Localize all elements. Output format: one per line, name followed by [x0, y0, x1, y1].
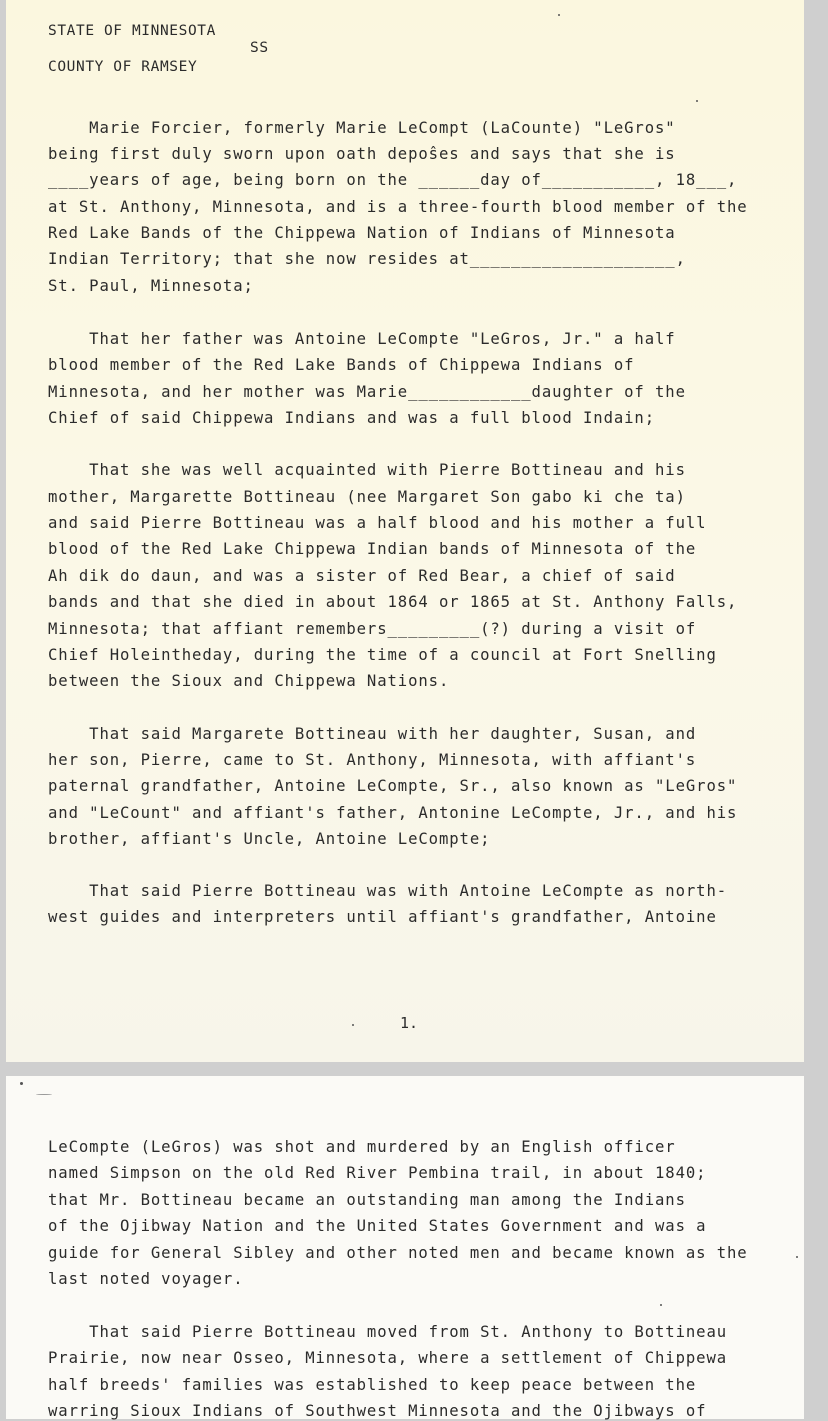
text-line: Indian Territory; that she now resides at____________________, [48, 250, 686, 268]
text-line: St. Paul, Minnesota; [48, 277, 254, 295]
page-number: 1. [400, 1014, 419, 1032]
scan-speck [660, 1304, 662, 1306]
text-line: Prairie, now near Osseo, Minnesota, where a settlement of Chippewa [48, 1349, 728, 1367]
text-line: Chief of said Chippewa Indians and was a full blood Indain; [48, 409, 656, 427]
text-line: of the Ojibway Nation and the United States Government and was a [48, 1217, 707, 1235]
text-line: that Mr. Bottineau became an outstanding man among the Indians [48, 1191, 686, 1209]
text-line: and "LeCount" and affiant's father, Antonine LeCompte, Jr., and his [48, 804, 738, 822]
text-line: Minnesota; that affiant remembers_________(?) during a visit of [48, 620, 697, 638]
text-line: named Simpson on the old Red River Pembina trail, in about 1840; [48, 1164, 707, 1182]
text-line: bands and that she died in about 1864 or 1865 at St. Anthony Falls, [48, 593, 738, 611]
header-county: COUNTY OF RAMSEY [48, 59, 198, 75]
text-line: That said Pierre Bottineau moved from St. Anthony to Bottineau [48, 1323, 728, 1341]
text-line: between the Sioux and Chippewa Nations. [48, 672, 450, 690]
text-line: her son, Pierre, came to St. Anthony, Minnesota, with affiant's [48, 751, 697, 769]
scan-speck [696, 100, 698, 102]
text-line: brother, affiant's Uncle, Antoine LeCompte; [48, 830, 491, 848]
text-line: blood member of the Red Lake Bands of Chippewa Indians of [48, 356, 635, 374]
header-ss: SS [250, 40, 269, 56]
text-line: being first duly sworn upon oath depoŝes and says that she is [48, 145, 676, 163]
text-line: warring Sioux Indians of Southwest Minnesota and the Ojibways of [48, 1402, 707, 1420]
text-line: at St. Anthony, Minnesota, and is a three-fourth blood member of the [48, 198, 748, 216]
document-page-1 [6, 0, 804, 1062]
text-line: Minnesota, and her mother was Marie____________daughter of the [48, 383, 686, 401]
text-line: mother, Margarette Bottineau (nee Margaret Son gabo ki che ta) [48, 488, 686, 506]
text-line: LeCompte (LeGros) was shot and murdered by an English officer [48, 1138, 676, 1156]
text-line: Chief Holeintheday, during the time of a council at Fort Snelling [48, 646, 717, 664]
text-line: blood of the Red Lake Chippewa Indian bands of Minnesota of the [48, 540, 697, 558]
scan-speck [558, 14, 560, 16]
text-line: That she was well acquainted with Pierre Bottineau and his [48, 461, 686, 479]
text-line: ____years of age, being born on the ______day of___________, 18___, [48, 171, 738, 189]
text-line: half breeds' families was established to keep peace between the [48, 1376, 697, 1394]
scan-mark [36, 1094, 52, 1095]
text-line: Red Lake Bands of the Chippewa Nation of Indians of Minnesota [48, 224, 676, 242]
text-line: That said Pierre Bottineau was with Antoine LeCompte as north- [48, 882, 728, 900]
text-line: That her father was Antoine LeCompte "LeGros, Jr." a half [48, 330, 676, 348]
scan-speck [352, 1024, 354, 1026]
text-line: last noted voyager. [48, 1270, 244, 1288]
text-line: west guides and interpreters until affiant's grandfather, Antoine [48, 908, 717, 926]
text-line: Marie Forcier, formerly Marie LeCompt (LaCounte) "LeGros" [48, 119, 676, 137]
document-page-2 [6, 1076, 804, 1419]
text-line: guide for General Sibley and other noted men and became known as the [48, 1244, 748, 1262]
scan-speck [796, 1256, 798, 1258]
text-line: paternal grandfather, Antoine LeCompte, Sr., also known as "LeGros" [48, 777, 738, 795]
scan-speck [20, 1082, 23, 1085]
header-state: STATE OF MINNESOTA [48, 23, 216, 39]
text-line: Ah dik do daun, and was a sister of Red Bear, a chief of said [48, 567, 676, 585]
text-line: and said Pierre Bottineau was a half blood and his mother a full [48, 514, 707, 532]
text-line: That said Margarete Bottineau with her daughter, Susan, and [48, 725, 697, 743]
